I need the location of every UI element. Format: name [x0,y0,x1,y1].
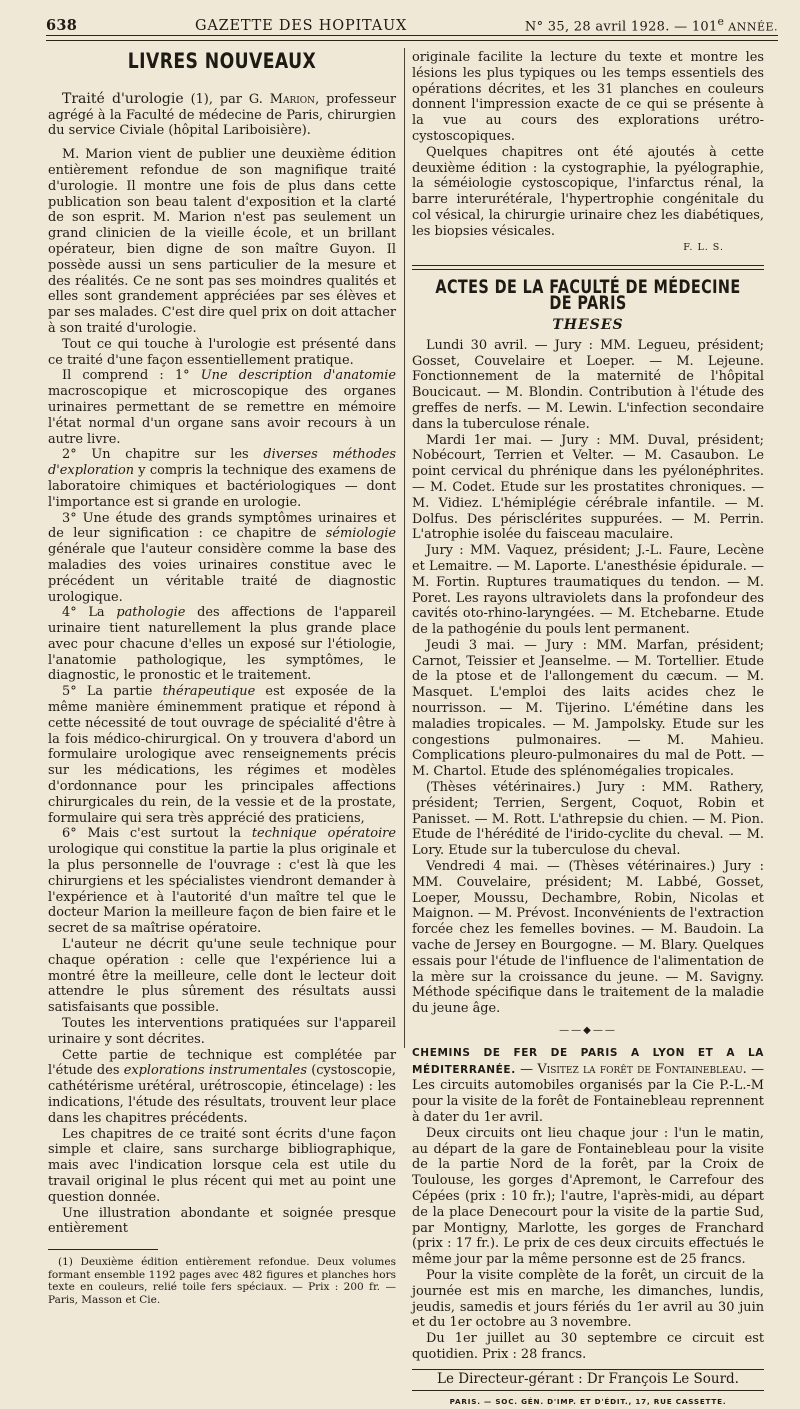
review-paragraph: 6° Mais c'est surtout la technique opératoire urologique qui constitue la partie la plus originale et la plus personnelle de l'ouvrage : c'est là que les chirurgiens et les spécialistes viendront demander à l'expérience et à l'autorité d'un maître tel que le docteur Marion la meilleure façon de bien faire et le secret de sa maîtrise opératoire. [48,826,396,937]
chemins-heading: CHEMINS DE FER DE PARIS A LYON ET A LA MÉDITERRANÉE. [412,1046,764,1076]
review-paragraph: L'auteur ne décrit qu'une seule technique pour chaque opération : celle que l'expérience lui a montré être la meilleure, celle dont le lecteur doit attendre le plus sûrement des résultats aussi satisfaisants que possible. [48,937,396,1016]
theses-entry: Jeudi 3 mai. — Jury : MM. Marfan, président; Carnot, Teissier et Jeanselme. — M. Tortellier. Etude de la ptose et de l'allongement du cæcum. — M. Masquet. L'emploi des laits acides chez le nourrisson. — M. Tijerino. L'émétine dans les maladies tropicales. — M. Jampolsky. Etude sur les congestions pulmonaires. — M. Mahieu. Complications pleuro-pulmonaires du mal de Pott. — M. Chartol. Etude des splénomégalies tropicales. [412,637,764,780]
review-continuation: originale facilite la lecture du texte et montre les lésions les plus typiques ou les temps essentiels des opérations décrites, et les 31 planches en couleurs donnent l'impression exacte de ce qui se présente à la vue au cours des explorations urétro-cystoscopiques. [412,50,764,144]
review-paragraph: Il comprend : 1° Une description d'anatomie macroscopique et microscopique des organes urinaires permettant de se remettre en mémoire l'état normal d'un organe sans avoir recours à un autre livre. [48,368,396,447]
review-paragraph: Quelques chapitres ont été ajoutés à cette deuxième édition : la cystographie, la pyélographie, la séméiologie cystoscopique, l'infarctus rénal, la barre interurétérale, l'hypertrophie congénitale du col vésical, la chirurgie urinaire chez les diabétiques, les biopsies vésicales. [412,144,764,239]
printer-imprint: PARIS. — SOC. GÉN. D'IMP. ET D'ÉDIT., 17, RUE CASSETTE. [449,1396,727,1406]
theses-entry: Jury : MM. Vaquez, président; J.-L. Faure, Lecène et Lemaitre. — M. Laporte. L'anesthésie épidurale. — M. Fortin. Ruptures traumatiques du tendon. — M. Poret. Les rayons ultraviolets dans la profondeur des cavités oto-rhino-laryngées. — M. Etchebarne. Etude de la pathogénie du pouls lent permanent. [412,543,764,638]
header-rule [46,35,778,41]
actes-faculte-heading: ACTES DE LA FACULTÉ DE MÉDECINE DE PARIS [435,277,741,315]
ornament-divider: ——◆—— [559,1025,617,1037]
review-paragraph: 3° Une étude des grands symptômes urinaires et de leur signification : ce chapitre de sémiologie générale que l'auteur considère comme la base des maladies des voies urinaires constitue avec le précédent un véritable traité de diagnostic urologique. [48,510,396,605]
review-paragraph: 4° La pathologie des affections de l'appareil urinaire tient naturellement la plus grande place avec pour chacune d'elles un exposé sur l'étiologie, l'anatomie pathologique, les symptômes, le diagnostic, le pronostic et le traitement. [48,605,396,684]
review-paragraph: 5° La partie thérapeutique est exposée de la même manière éminemment pratique et répond à cette nécessité de tout ouvrage de spécialité d'être à la fois médico-chirurgical. On y trouvera d'abord un formulaire urologique avec renseignements précis sur les médications, les régimes et modèles d'ordonnance pour les principales affections chirurgicales du rein, de la vessie et de la prostate, formulaire qui sera très apprécié des praticiens, [48,684,396,826]
review-paragraph: Tout ce qui touche à l'urologie est présenté dans ce traité d'une façon essentiellement pratique. [48,336,396,368]
book-lead: Traité d'urologie (1), par G. Marion, professeur agrégé à la Faculté de médecine de Paris, chirurgien du service Civiale (hôpital Lariboisière). [48,90,396,139]
review-paragraph: M. Marion vient de publier une deuxième édition entièrement refondue de son magnifique traité d'urologie. Il montre une fois de plus dans cette publication son beau talent d'exposition et la clarté de son esprit. M. Marion n'est pas seulement un grand clinicien de la vieille école, et un brillant opérateur, bien digne de son maître Guyon. Il possède aussi un sens particulier de la mesure et des réalités. Ce ne sont pas ses moindres qualités et elles sont grandement appréciées par ses élèves et par ses malades. C'est dire quel prix on doit attacher à son traité d'urologie. [48,147,396,336]
page-number: 638 [46,17,78,34]
left-column [48,50,396,1306]
section-rule [412,265,764,270]
theses-entry: Vendredi 4 mai. — (Thèses vétérinaires.) Jury : MM. Couvelaire, président; M. Labbé, Gosset, Loeper, Moussu, Dechambre, Robin, Nicolas et Maignon. — M. Prévost. Inconvénients de l'extraction forcée chez les femelles bovines. — M. Baudoin. La vache de Jersey en Bourgogne. — M. Blary. Quelques essais pour l'étude de l'influence de l'alimentation de la mère sur la croissance du jeune. — M. Savigny. Méthode spécifique dans le traitement de la maladie du jeune âge. [412,859,764,1017]
column-divider [404,48,405,1048]
review-paragraph: Les chapitres de ce traité sont écrits d'une façon simple et claire, sans surcharge bibliographique, mais avec l'indication lorsque cela est utile du travail original le plus récent qui met au point une question donnée. [48,1126,396,1205]
issue-info: N° 35, 28 avril 1928. — 101e ANNÉE. [524,14,778,34]
theses-entry: (Thèses vétérinaires.) Jury : MM. Rathery, président; Terrien, Sergent, Coquot, Robin et Panisset. — M. Rott. L'athrepsie du chien. — M. Pion. Etude de l'hérédité de l'irido-cyclite du cheval. — M. Lory. Etude sur la tuberculose du cheval. [412,780,764,859]
chemins-paragraph: Deux circuits ont lieu chaque jour : l'un le matin, au départ de la gare de Fontainebleau pour la visite de la partie Nord de la forêt, par la Croix de Toulouse, les gorges d'Apremont, le Carrefour des Cépées (prix : 10 fr.); l'autre, l'après-midi, au départ de la place Denecourt pour la visite de la partie Sud, par Montigny, Marlotte, les gorges de Franchard (prix : 17 fr.). Le prix de ces deux circuits effectués le même jour par la même personne est de 25 francs. [412,1125,764,1268]
book-author: G. Marion [248,91,316,107]
right-column [412,50,764,1409]
footnote: (1) Deuxième édition entièrement refondue. Deux volumes formant ensemble 1192 pages avec 482 figures et planches hors texte en couleurs, relié toile fers spéciaux. — Prix : 200 fr. — Paris, Masson et Cie. [48,1256,396,1306]
review-paragraph: Toutes les interventions pratiquées sur l'appareil urinaire y sont décrites. [48,1016,396,1047]
review-signature: F. L. S. [683,241,724,253]
theses-heading: THESES [552,316,624,333]
review-paragraph: Une illustration abondante et soignée presque entièrement [48,1205,396,1237]
directeur-gerant: Le Directeur-gérant : Dr François Le Sourd. [412,1369,764,1391]
chemins-paragraph: Pour la visite complète de la forêt, un circuit de la journée est mis en marche, les dimanches, lundis, jeudis, samedis et jours fériés du 1er avril au 30 juin et du 1er octobre au 3 novembre. [412,1267,764,1331]
chemins-paragraph: Du 1er juillet au 30 septembre ce circuit est quotidien. Prix : 28 francs. [412,1331,764,1362]
chemins-notice: CHEMINS DE FER DE PARIS A LYON ET A LA MÉDITERRANÉE. — Visitez la forêt de Fontainebleau. — Les circuits automobiles organisés par la Cie P.-L.-M pour la visite de la forêt de Fontainebleau reprennent à dater du 1er avril. [412,1046,764,1125]
review-paragraph: 2° Un chapitre sur les diverses méthodes d'exploration y compris la technique des examens de laboratoire chimiques et bactériologiques — dont l'importance est si grande en urologie. [48,447,396,510]
journal-title: GAZETTE DES HOPITAUX [194,18,408,34]
livres-nouveaux-heading: LIVRES NOUVEAUX [127,49,317,73]
page-header [46,8,778,34]
book-title: Traité d'urologie [62,90,184,107]
review-paragraph: Cette partie de technique est complétée par l'étude des explorations instrumentales (cystoscopie, cathétérisme urétéral, urétroscopie, étincelage) : les indications, l'étude des résultats, trouvent leur place dans les chapitres précédents. [48,1047,396,1126]
theses-entry: Mardi 1er mai. — Jury : MM. Duval, président; Nobécourt, Terrien et Velter. — M. Casaubon. Le point cervical du phrénique dans les pyélonéphrites. — M. Codet. Etude sur les prostatites chroniques. — M. Vidiez. L'hémiplégie cérébrale infantile. — M. Dolfus. Des périsclérites suppurées. — M. Perrin. L'atrophie isolée du faisceau maculaire. [412,432,764,543]
theses-entry: Lundi 30 avril. — Jury : MM. Legueu, président; Gosset, Couvelaire et Loeper. — M. Lejeune. Fonctionnement de la maternité de l'hôpital Boucicaut. — M. Blondin. Contribution à l'étude des greffes de nerfs. — M. Lewin. L'infection secondaire dans la tuberculose rénale. [412,337,764,432]
footnote-rule [48,1249,158,1250]
